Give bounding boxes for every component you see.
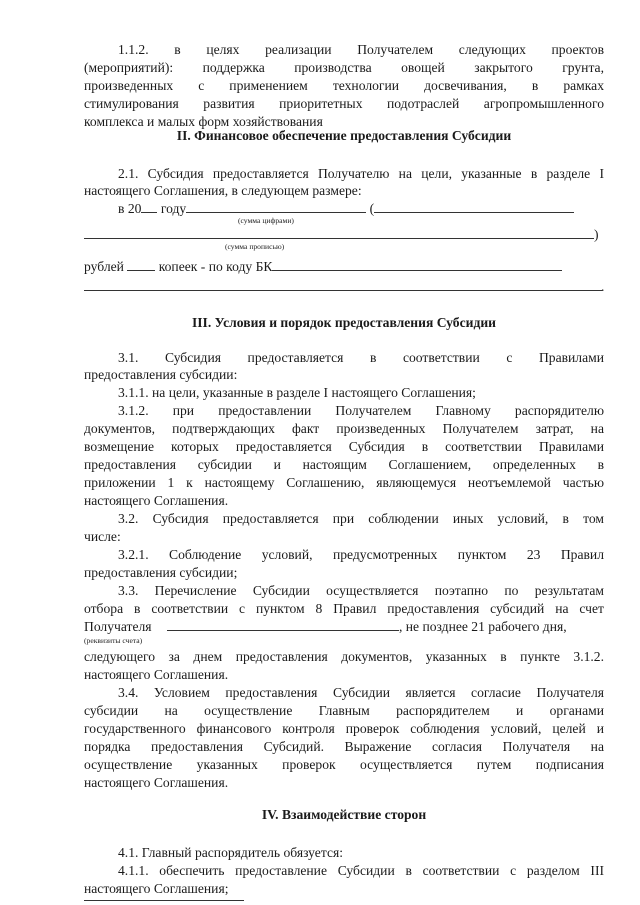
rub-label: рублей <box>84 259 124 274</box>
kop-blank <box>127 258 155 271</box>
hint-sum-words: (сумма прописью) <box>225 242 285 251</box>
paragraph-line: 3.1.1. на цели, указанные в разделе I настоящего Соглашения; <box>118 385 476 400</box>
paragraph-line: 4.1.1. обеспечить предоставление Субсидии в соответствии с разделом III <box>118 863 604 878</box>
paren-open: ( <box>369 201 375 216</box>
bk-code-blank <box>272 258 562 271</box>
paragraph-line: (мероприятий): поддержка производства овощей закрытого грунта, <box>84 60 604 75</box>
paragraph-line: субсидии на осуществление Главным распорядителем и органами <box>84 703 604 718</box>
paragraph-line: настоящего Соглашения; <box>84 881 229 896</box>
paragraph-line: 3.2.1. Соблюдение условий, предусмотренных пунктом 23 Правил <box>118 547 604 562</box>
amount-digits-blank <box>186 200 366 213</box>
year-word: году <box>160 201 187 216</box>
kop-label: копеек - по коду БК <box>158 259 273 274</box>
amount-words-blank-start <box>374 200 574 213</box>
kop-line <box>84 258 604 275</box>
paragraph-line: 1.1.2. в целях реализации Получателем следующих проектов <box>118 42 604 57</box>
section-heading-2: II. Финансовое обеспечение предоставления Субсидии <box>176 128 512 143</box>
paragraph-line: произведенных с применением технологии досвечивания, в рамках <box>84 78 604 93</box>
paragraph-line: настоящего Соглашения. <box>84 775 229 790</box>
paragraph-line: настоящего Соглашения. <box>84 667 229 682</box>
paragraph-line: документов, подтверждающих факт произведенных Получателем затрат, на <box>84 421 604 436</box>
paragraph-line: отбора в соответствии с пунктом 8 Правил предоставления субсидий на счет <box>84 601 604 616</box>
paragraph-line: 3.1.2. при предоставлении Получателем Главному распорядителю <box>118 403 604 418</box>
paragraph-line: числе: <box>84 529 121 544</box>
end-dot: . <box>601 279 605 294</box>
paragraph-line: осуществление указанных проверок осуществляется путем подписания <box>84 757 604 772</box>
paragraph-line: следующего за днем предоставления документов, указанных в пункте 3.1.2. <box>84 649 604 664</box>
paragraph-line: предоставления субсидии; <box>84 565 238 580</box>
paragraph-line: 3.4. Условием предоставления Субсидии является согласие Получателя <box>118 685 604 700</box>
recipient-label: Получателя <box>84 619 152 634</box>
paragraph-line: предоставления субсидии: <box>84 367 238 382</box>
footnote-separator <box>84 900 244 901</box>
paragraph-line: 2.1. Субсидия предоставляется Получателю на цели, указанные в разделе I <box>118 166 604 181</box>
amount-digits-line <box>118 200 604 217</box>
hint-account: (реквизиты счета) <box>84 636 143 645</box>
amount-words-underline <box>84 238 594 239</box>
paragraph-line: государственного финансового контроля проверок соблюдения условий, целей и <box>84 721 604 736</box>
section-heading-3: III. Условия и порядок предоставления Субсидии <box>191 315 497 330</box>
paragraph-line: комплекса и малых форм хозяйствования <box>84 114 323 129</box>
account-line <box>84 618 604 635</box>
paragraph-line: 4.1. Главный распорядитель обязуется: <box>118 845 344 860</box>
paragraph-line: предоставления субсидии и настоящим Соглашением, определенных в <box>84 457 604 472</box>
paragraph-line: 3.1. Субсидия предоставляется в соответствии с Правилами <box>118 350 604 365</box>
year-prefix: в 20 <box>118 201 142 216</box>
paragraph-line: приложении 1 к настоящему Соглашению, являющемуся неотъемлемой частью <box>84 475 604 490</box>
paragraph-line: порядка предоставления Субсидий. Выражение согласия Получателя на <box>84 739 604 754</box>
paragraph-line: возмещение которых предоставляется Субсидия в соответствии Правилами <box>84 439 604 454</box>
paragraph-line: 3.3. Перечисление Субсидии осуществляется поэтапно по результатам <box>118 583 604 598</box>
bk-underline <box>84 290 602 291</box>
year-blank <box>141 200 157 213</box>
paragraph-line: 3.2. Субсидия предоставляется при соблюдении иных условий, в том <box>118 511 604 526</box>
account-blank <box>167 618 399 631</box>
paragraph-line: стимулирования развития приоритетных подотраслей агропромышленного <box>84 96 604 111</box>
paren-close: ) <box>594 227 599 242</box>
section-heading-4: IV. Взаимодействие сторон <box>261 807 427 822</box>
hint-sum-digits: (сумма цифрами) <box>238 216 294 225</box>
paragraph-line: настоящего Соглашения. <box>84 493 229 508</box>
paragraph-line: настоящего Соглашения, в следующем размере: <box>84 183 362 198</box>
deadline-text: , не позднее 21 рабочего дня, <box>398 619 567 634</box>
